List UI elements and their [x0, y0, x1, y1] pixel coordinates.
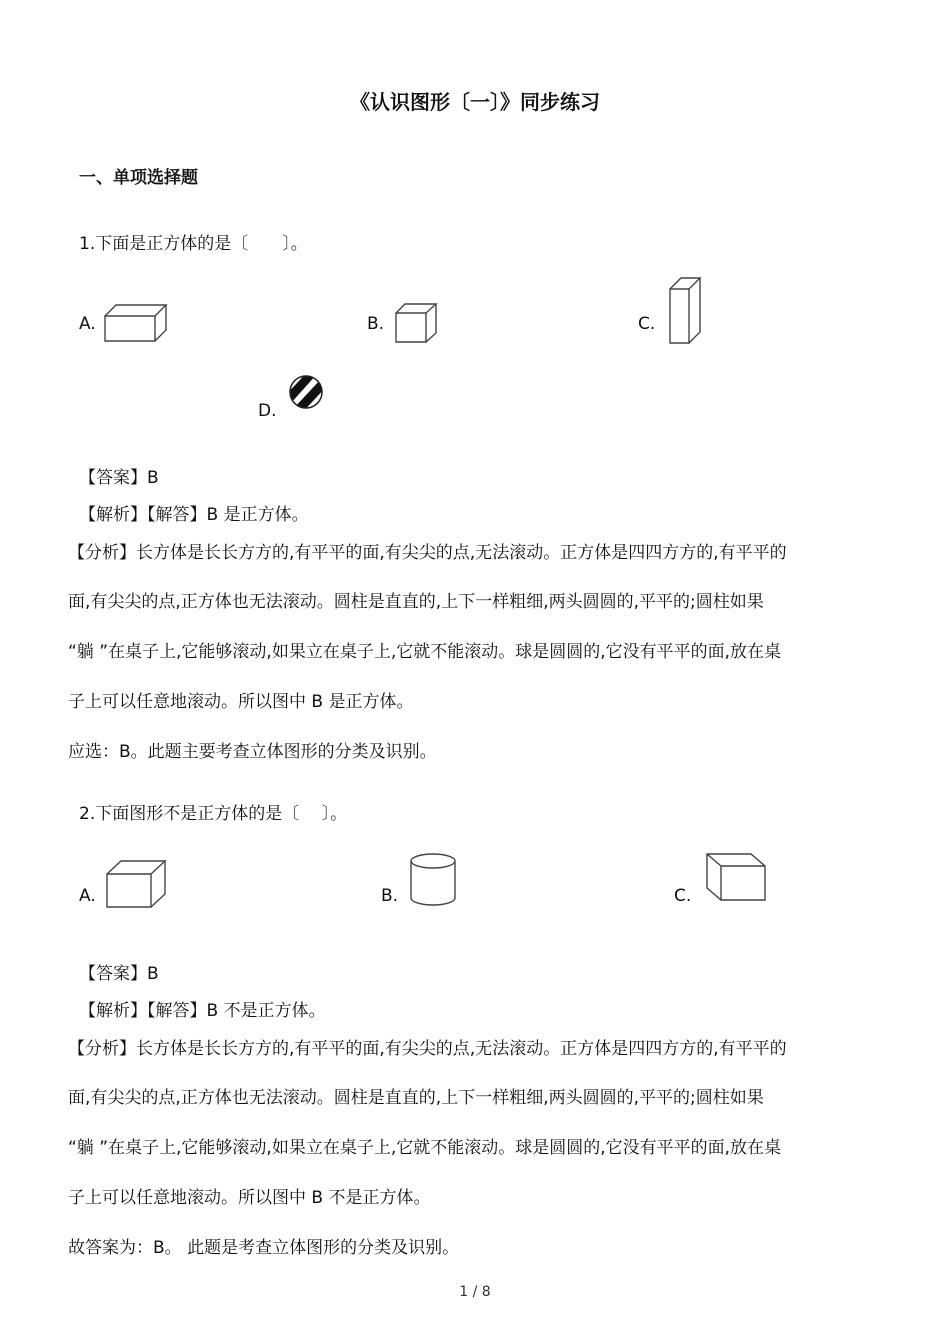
q1-option-c-label: C. [638, 314, 656, 334]
q1-option-b-label: B. [367, 314, 385, 334]
question-2-stem: 2.下面图形不是正方体的是〔 〕。 [79, 804, 348, 824]
q2-analysis-line: 子上可以任意地滚动。所以图中 B 不是正方体。 [68, 1188, 431, 1208]
q1-solution: 【解析】【解答】B 是正方体。 [79, 505, 309, 525]
q1-answer: 【答案】B [79, 468, 159, 488]
q2-option-b-label: B. [381, 886, 399, 906]
q1-conclusion: 应选：B。此题主要考查立体图形的分类及识别。 [68, 742, 437, 762]
question-1-stem: 1.下面是正方体的是〔 〕。 [79, 234, 308, 254]
cube-icon [705, 852, 769, 904]
q2-solution: 【解析】【解答】B 不是正方体。 [79, 1001, 326, 1021]
q1-analysis-line: 面,有尖尖的点,正方体也无法滚动。圆柱是直直的,上下一样粗细,两头圆圆的,平平的;圆柱如果 [68, 592, 764, 612]
tall-prism-icon [669, 277, 703, 345]
q1-analysis-line: “躺 ”在桌子上,它能够滚动,如果立在桌子上,它就不能滚动。球是圆圆的,它没有平平的面,放在桌 [68, 642, 782, 662]
cuboid-icon [104, 303, 168, 343]
q1-option-d-label: D. [258, 401, 277, 421]
q1-option-a-label: A. [79, 314, 96, 334]
q2-option-a-label: A. [79, 886, 96, 906]
striped-ball-icon [288, 375, 326, 411]
q2-option-c-label: C. [674, 886, 692, 906]
q2-conclusion: 故答案为：B。 此题是考查立体图形的分类及识别。 [68, 1238, 460, 1258]
box-icon [105, 859, 169, 911]
q2-analysis-line: 【分析】长方体是长长方方的,有平平的面,有尖尖的点,无法滚动。正方体是四四方方的,有平平的 [68, 1039, 787, 1059]
page-title: 《认识图形〔一〕》同步练习 [350, 90, 600, 114]
cube-icon [395, 302, 439, 344]
q2-answer: 【答案】B [79, 964, 159, 984]
q2-analysis-line: 面,有尖尖的点,正方体也无法滚动。圆柱是直直的,上下一样粗细,两头圆圆的,平平的;圆柱如果 [68, 1088, 764, 1108]
page-number: 1 / 8 [459, 1284, 491, 1300]
q1-analysis-line: 子上可以任意地滚动。所以图中 B 是正方体。 [68, 692, 414, 712]
cylinder-icon [408, 852, 460, 908]
q2-analysis-line: “躺 ”在桌子上,它能够滚动,如果立在桌子上,它就不能滚动。球是圆圆的,它没有平平的面,放在桌 [68, 1138, 782, 1158]
section-heading: 一、单项选择题 [79, 168, 198, 188]
q1-analysis-line: 【分析】长方体是长长方方的,有平平的面,有尖尖的点,无法滚动。正方体是四四方方的,有平平的 [68, 543, 787, 563]
